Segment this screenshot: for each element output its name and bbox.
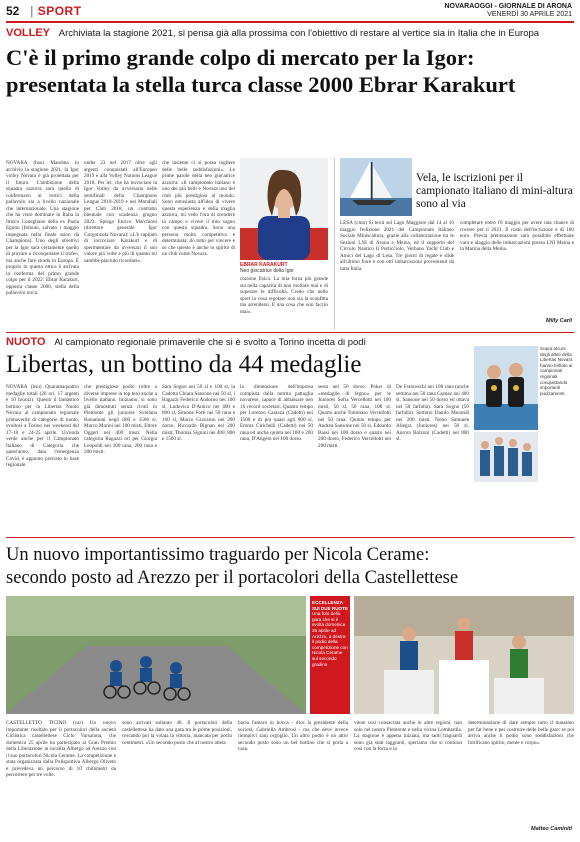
bike-race-photo — [6, 596, 306, 714]
sidebar-divider — [334, 158, 335, 330]
ciclismo-headline-line2: secondo posto ad Arezzo per il portacolori della Castellettese — [6, 568, 459, 588]
volley-headline-line2: presentata la stella turca classe 2000 Ebrar Karakurt — [6, 72, 516, 97]
bike-race-illustration — [6, 596, 306, 714]
nuoto-col-3: Sara Sogno nei 50 sl e 100 sl, la Cadetta Chiara Sansone nei 50 sl, i Ragazzi Federico Andorno nei 100 sl, Ludovica D'Amico nei 400 e 800 sl, Simone Forti nei 50 rana e 100 sl, Marco Giavarno nei 200 dorso, Riccardo Bignan nei 200 misti, Thomas Signini nei 400, 800 e 1500 sl. — [162, 384, 235, 442]
ciclismo-caption-title: ECCELLENZA SUI DUE RUOTE — [312, 600, 348, 611]
nuoto-kicker: NUOTO — [6, 336, 46, 348]
ciclismo-caption-box — [310, 596, 350, 714]
vela-headline: Vela, le iscrizioni per il campionato italiano di mini-altura sono al via — [416, 172, 573, 210]
masthead-title: NOVARAOGGI - GIORNALE DI ARONA — [444, 3, 572, 10]
ciclismo-byline: Matteo Caminiti — [531, 826, 572, 832]
volley-col-1: NOVARA (bsu) Mandata in archivio la stagione 2021, la Igor volley Novara è già proiettata per il futuro. L'ambizione della squadra azzurra sarà quella di confermarsi ai vertici della pallavolo sia a livello nazionale che internazionale. Una stagione che ha visto dominare in Italia la Imoco Conegliano della ex Paola Egonu (Imbuni, salvato i maggio impegnata nella finale ssion dà Champions). Uno degli obiettivi per la Igor sarà certamente quello di provare a riconquistare il trofeo, ma anche fare strada in Europa. È proprio in questa ottica è arrivata la conferma del primo grande colpo per il 2022: Ebrar Karakurt, opposta classe 2000, stella della pallavolo turca. — [6, 160, 79, 296]
section-divider-2 — [6, 537, 574, 538]
karakurt-illustration — [240, 158, 328, 260]
volley-col-2: under 23 nel 2017 oltre agli argenti conquistati all'Europeo 2019 e alla Volley Nations League 2018. Per lei, che ha incrociato la Igor Volley da avversaria nelle semifinali della Champions League 2018-2019 e nei Mondiali per Club 2018, un contratto biennale con scadenza giugno 2023. Spiega Enrico Marchioni (direttore generale Igor Gorgonzola Novara): «L'è capitato di incrociare Karakurt e di sperimentare da avversari il suo valore più volte e più di quanto mi sarebbe piaciuto ricordare». — [84, 160, 157, 264]
swimmers-illustration — [474, 346, 538, 430]
vela-col-2: completare entro l'8 maggio per avere una chance di correre per il 2021. Il costo dell'iscrizione è di 100 euro. Previa prenotazione sarà possibile effettuare varo e alaggio delle imbarcazioni presso LNI Meina e la Marina della Meina. — [460, 220, 574, 252]
sailboat-illustration — [340, 158, 412, 216]
ciclismo-col-2: sono arrivati soltanto 48. Il portacolori della castellettese ha dato una gara tra le prime posizioni, cercando poi la volata la vittoria, mancata per pochi centimetri. «Un secondo posto che al nostro atleta — [122, 720, 232, 746]
volley-kicker-row — [6, 27, 576, 39]
vela-byline: Milly Carli — [546, 318, 572, 324]
ciclismo-col-5: determinazione di dare sempre tutto il massimo per far bene e per costruire delle belle gare: se poi arriva anche il podio sono soddisfazioni che fortificano spirito, mente e corpo». — [468, 720, 574, 746]
karakurt-photo — [240, 158, 328, 260]
podium-illustration — [354, 596, 574, 714]
ciclismo-col-1: CASTELLETTO TICINO (car) Un nuovo importante risultato per il portacolori della società Ciclistica castellettese Ciclo Varsalona, che domenica 25 aprile ha partecipato al Gran Premio della Liberazione in località Albergo ad Arezzo con il suo portacolori Nicola Cerame. La competizione è stata organizzata dalla Polisportiva Albergo Oliveto e prevedeva un percorso di 10 chilometri da percorrere per tre volte. — [6, 720, 116, 778]
nuoto-col-1: NOVARA (bsu) Quarantaquattro medaglie totali (20 ori, 17 argenti e 10 bronzi). Questo il fantastico bottino per la Libertas Nuoto Novara al campionato regionale primaverile di categorie di nuoto, svoltosi a Torino nei weekend del 17-18 e 24-25 aprile. Un'onda verde anche per il Campionato Italiano di Categoria che quest'anno, data l'emergenza Covid, è appunto previsto in base regionale. — [6, 384, 79, 468]
ciclismo-col-3: bacia l'amaro in bocca - dice la presidente della società, Gabriella Ambrosi - ma che deve invece riempirci sani orgoglio. Un altro podio è un altro secondo posto sono un bel bottino che si porta a casa. — [238, 720, 348, 752]
volley-headline — [6, 44, 576, 98]
medal-team-illustration — [474, 432, 538, 482]
header-rule — [6, 21, 574, 23]
page-header — [0, 0, 580, 22]
ciclismo-headline-line1: Un nuovo importantissimo traguardo per Nicola Cerame: — [6, 545, 430, 565]
ciclismo-caption-text: Una foto della gara che si è svolta domenica 25 aprile ad Arezzo, a destra il podio della competizione con Nicola Cerame sul secondo gradino — [312, 611, 348, 667]
vela-col-1: LESA (cmn) Si terrà sul Lago Maggiore dal 14 al 16 maggio l'edizione 2021 del Campionato Italiano Sociale Miniscaltura, grazie alla collaborazione tra le Sezioni LNI di Arona e Meina, ed il supporto del Circolo Nautico Il Porticciolo, Verbano Yacht Club e Amici del Lago di Lesa. Tre giorni di regate e slide all'ultimo fiore e con otti imbarcazioni provenienti da tutta Italia. — [340, 220, 454, 272]
section-label: | SPORT — [30, 4, 82, 18]
volley-kicker: VOLLEY — [6, 27, 51, 39]
karakurt-caption-title: EBRAR KARAKURT — [240, 262, 288, 268]
karakurt-caption-text: Neo giocatrice della Igor — [240, 268, 294, 274]
nuoto-caption: Sopra alcuni degli atleti della Libertas Novara hanno brillato ai campionati regionali conquistando importanti piazzamenti — [540, 346, 573, 396]
nuoto-col-4: la dimensione dell'impresa compiuta dalla nutrita pattuglia novarese, capace di abbassare ben 16 record societari. Quanto tempo per Lorenzo Caiazza (Cadetti) nei 1500 e di poi quasi agli 800 sl, Emma Cirichelli (Cadetti) nei 50 rana ed anche quinta nei 100 e 200 rana, D'Angelo nei 100 dorso. — [240, 384, 313, 442]
swimmers-photo — [474, 346, 538, 430]
nuoto-subtitle: Al campionato regionale primaverile che si è svolto a Torino incetta di podi — [54, 337, 366, 348]
medal-team-photo — [474, 432, 538, 482]
page-number: 52 — [6, 4, 20, 18]
volley-subtitle: Archiviata la stagione 2021, si pensa già alla prossima con l'obiettivo di restare al vertice sia in Italia che in Europa — [58, 28, 540, 39]
ciclismo-caption — [312, 600, 348, 667]
masthead — [444, 3, 572, 19]
nuoto-headline: Libertas, un bottino da 44 medaglie — [6, 351, 362, 378]
nuoto-col-5: sesta nei 50 dorso. Poker di «medaglie di legno» per le Juniores Sofia Vercellotti nei 100 misti, 50 sl, 50 rana, 100 sl. Quarto anche Tommaso Vercellotti nei 50 rana. Quinto tempo per Andrea Sansone nei 50 sl, Edoardo Bassi nei 100 dorso e quarto nei 200 dorso, Federico Vercellotti nei 200 misti. — [318, 384, 391, 449]
karakurt-caption — [240, 262, 328, 274]
volley-headline-line1: C'è il primo grande colpo di mercato per la Igor: — [6, 45, 475, 70]
nuoto-col-2: che prestigioso podio (oltre a diverse imprese in top ten) anche a livello italiano. Iniziamo, si sono già dimostrati senza rivali in Piemonte gli juniores Svetlana Bonamoni negli 800 e 1500 sl, Marco Marini nei 100 misti, Ettore Oggeri nei 400 misti. Nella categoria Ragazzi ori per Giorgia Leopoldi nei 100 rana, 200 rana e 200 misti. — [84, 384, 157, 455]
volley-col-3: che insieme ci si possa togliere delle belle soddisfazioni». Le prime parole della neo giocatrice azzurra: «Il campionato italiano è uno dei più belli e Novara uno dei club più prestigiosi al mondo. Sono entusiasta all'idea di vivere questa esperienza e della maglia azzurra, mi vedo l'ora di scendere in campo e vivere il mio sogno con questa squadra. Sono una persona molto competitiva e determinata: do tutto per vincere e so che questo è anche lo spirito di un club come Novara. — [162, 160, 235, 257]
nuoto-col-6: De Franceschi nei 100 rana (anche settima nei 50 rana Gomez nei 400 sl, Sansone nei 50 dorso ed ottava nei 50 farfalla). Sara Sogno (50 farfalla). Settimo Danilo Morandi nei 200 misti. Nono Samuele Allegra (Juniores) nei 50 sl, Aurora Bolzoni (Cadetti) nei 800 sl. — [396, 384, 469, 442]
issue-date: VENERDÌ 30 APRILE 2021 — [487, 11, 572, 18]
ciclismo-headline — [6, 544, 536, 590]
volley-col-4: cozione fisica. La mia forza più grande sta nella capacità di non mollare mai e di superare le difficoltà. Credo che nello sport la cosa regolare non sia la sconfitta ma arrendersi. E una cosa che non faccio mai». — [240, 276, 328, 315]
sailing-photo — [340, 158, 412, 216]
ciclismo-col-4: viene così consacrata anche in altre regioni, non solo nel nostro Piemonte e nella vicina Lombardia. La stagione è appena iniziata, ma tanti traguardi sono già stati raggiunti, speriamo che si continui così con la forza e la — [354, 720, 462, 752]
podium-photo — [354, 596, 574, 714]
section-divider-1 — [6, 332, 574, 333]
